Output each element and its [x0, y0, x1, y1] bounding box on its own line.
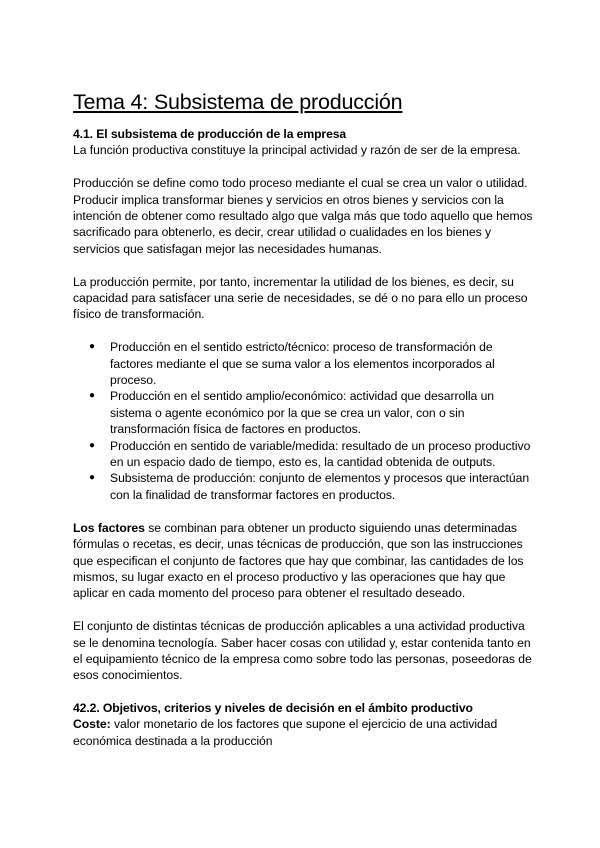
list-item-text: Producción en el sentido estricto/técnico: proceso de transformación de factores mediante el que se suma valor a los elementos incorporados al proceso.	[110, 340, 495, 388]
list-item-text: Producción en sentido de variable/medida: resultado de un proceso productivo en un espacio dado de tiempo, esto es, la cantidad obtenida de outputs.	[110, 438, 531, 470]
list-item	[73, 388, 533, 437]
paragraph-technology: El conjunto de distintas técnicas de producción aplicables a una actividad productiva se le denomina tecnología. Saber hacer cosas con utilidad y, estar contenida tanto en el equipamiento técnico de la empresa como sobre todo las personas, poseedoras de esos conocimientos.	[73, 619, 532, 683]
list-item	[73, 339, 533, 388]
bullet-icon: ●	[89, 472, 95, 484]
term-factors: Los factores	[73, 520, 145, 535]
document-content	[73, 88, 533, 749]
spacer	[73, 323, 533, 339]
section-heading-4-1: 4.1. El subsistema de producción de la empresa	[73, 127, 347, 141]
bullet-icon: ●	[89, 390, 95, 402]
paragraph-factors	[73, 520, 533, 602]
paragraph-cost	[73, 716, 533, 749]
spacer	[73, 257, 533, 273]
paragraph-intro: La función productiva constituye la principal actividad y razón de ser de la empresa.	[73, 143, 521, 158]
paragraph-definition: Producción se define como todo proceso mediante el cual se crea un valor o utilidad. Producir implica transformar bienes y servicios en otros bienes y servicios con la intención de obtener como resultado algo que valga más que todo aquello que hemos sacrificado para obtenerlo, es decir, crear utilidad o cualidades en los bienes y servicios que satisfagan mejor las necesidades humanas.	[73, 176, 533, 256]
bullet-icon: ●	[89, 341, 95, 353]
list-item	[73, 438, 533, 471]
document-title: Tema 4: Subsistema de producción	[73, 90, 403, 114]
paragraph-cost-text: valor monetario de los factores que supone el ejercicio de una actividad económica destinada a la producción	[73, 717, 498, 748]
list-item	[73, 470, 533, 503]
spacer	[73, 159, 533, 175]
production-meanings-list	[73, 339, 533, 503]
list-item-text: Subsistema de producción: conjunto de elementos y procesos que interactúan con la finalidad de transformar factores en productos.	[110, 471, 530, 502]
spacer	[73, 503, 533, 519]
paragraph-utility: La producción permite, por tanto, incrementar la utilidad de los bienes, es decir, su capacidad para satisfacer una serie de necesidades, se dé o no para ello un proceso físico de transformación.	[73, 274, 528, 322]
term-cost: Coste:	[73, 717, 111, 732]
paragraph-factors-text: se combinan para obtener un producto siguiendo unas determinadas fórmulas o recetas, es decir, unas técnicas de producción, que son las instrucciones que especifican el conjunto de factores que hay que combinar, las cantidades de los mismos, su lugar exacto en el proceso productivo y las operaciones que hay que aplicar en cada momento del proceso para obtener el resultado deseado.	[73, 520, 524, 601]
spacer	[73, 602, 533, 618]
list-item-text: Producción en el sentido amplio/económico: actividad que desarrolla un sistema o agente económico por la que se crea un valor, con o sin transformación física de factores en productos.	[110, 389, 495, 437]
bullet-icon: ●	[89, 439, 95, 451]
section-heading-4-2: 42.2. Objetivos, criterios y niveles de decisión en el ámbito productivo	[73, 700, 473, 715]
